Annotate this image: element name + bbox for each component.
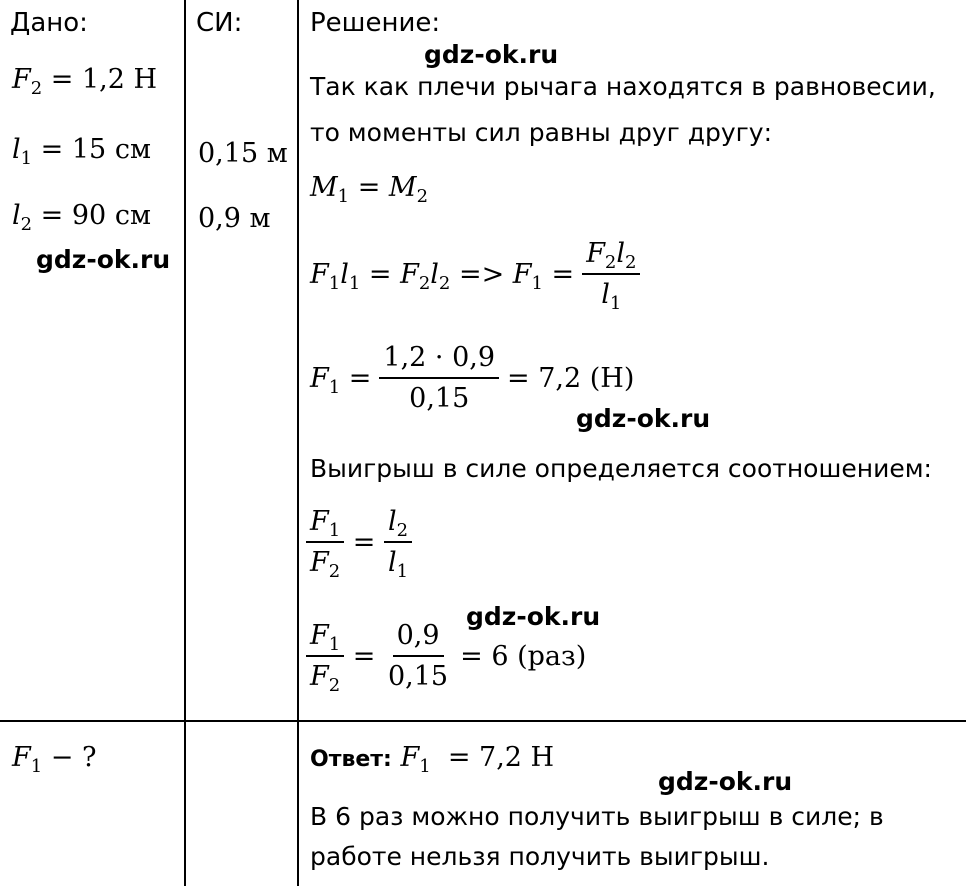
column-divider-2 [297, 0, 299, 886]
solution-text-3: Выигрыш в силе определяется соотношением: [310, 454, 932, 483]
given-l2: $l_2 = 90$ см [12, 200, 151, 235]
solution-text-1: Так как плечи рычага находятся в равновесии, [310, 72, 936, 101]
equation-ratio: $\frac{F_1}{F_2}$ = $\frac{l_2}{l_1}$ [306, 506, 412, 578]
column-divider-1 [184, 0, 186, 886]
answer-text-1: В 6 раз можно получить выигрыш в силе; в [310, 802, 884, 831]
si-l1: 0,15 м [198, 138, 288, 169]
solution-text-2: то моменты сил равны друг другу: [310, 118, 772, 147]
watermark: gdz-ok.ru [424, 40, 559, 69]
equation-f1-calc: $F_1$ = $\frac{1,2 \cdot 0,9}{0,15}$ = 7,2 (Н) [310, 342, 635, 415]
equation-moments: $M_1 = M_2$ [310, 172, 429, 207]
answer-text-2: работе нельзя получить выигрыш. [310, 842, 770, 871]
si-header: СИ: [196, 8, 243, 38]
equation-gain: $\frac{F_1}{F_2}$ = $\frac{0,9}{0,15}$ = 6 (раз) [306, 620, 586, 692]
watermark: gdz-ok.ru [576, 404, 711, 433]
solution-header: Решение: [310, 8, 441, 38]
watermark: gdz-ok.ru [36, 245, 171, 274]
row-divider [0, 720, 966, 722]
answer-line: Ответ: $F_1 = 7,2$ Н [310, 742, 555, 777]
given-l1: $l_1 = 15$ см [12, 134, 151, 169]
equation-lever: $F_1l_1 = F_2l_2 => F_1$ = $\frac{F_2l_2}{l_1}$ [310, 238, 640, 310]
watermark: gdz-ok.ru [466, 602, 601, 631]
answer-value: = 7,2 Н [447, 742, 555, 773]
si-l2: 0,9 м [198, 203, 271, 234]
given-find-f1: $F_1$ − ? [12, 742, 97, 777]
answer-label: Ответ: [310, 747, 392, 772]
given-header: Дано: [10, 8, 88, 38]
watermark: gdz-ok.ru [658, 767, 793, 796]
given-f2: $F_2 = 1,2$ Н [12, 64, 158, 99]
